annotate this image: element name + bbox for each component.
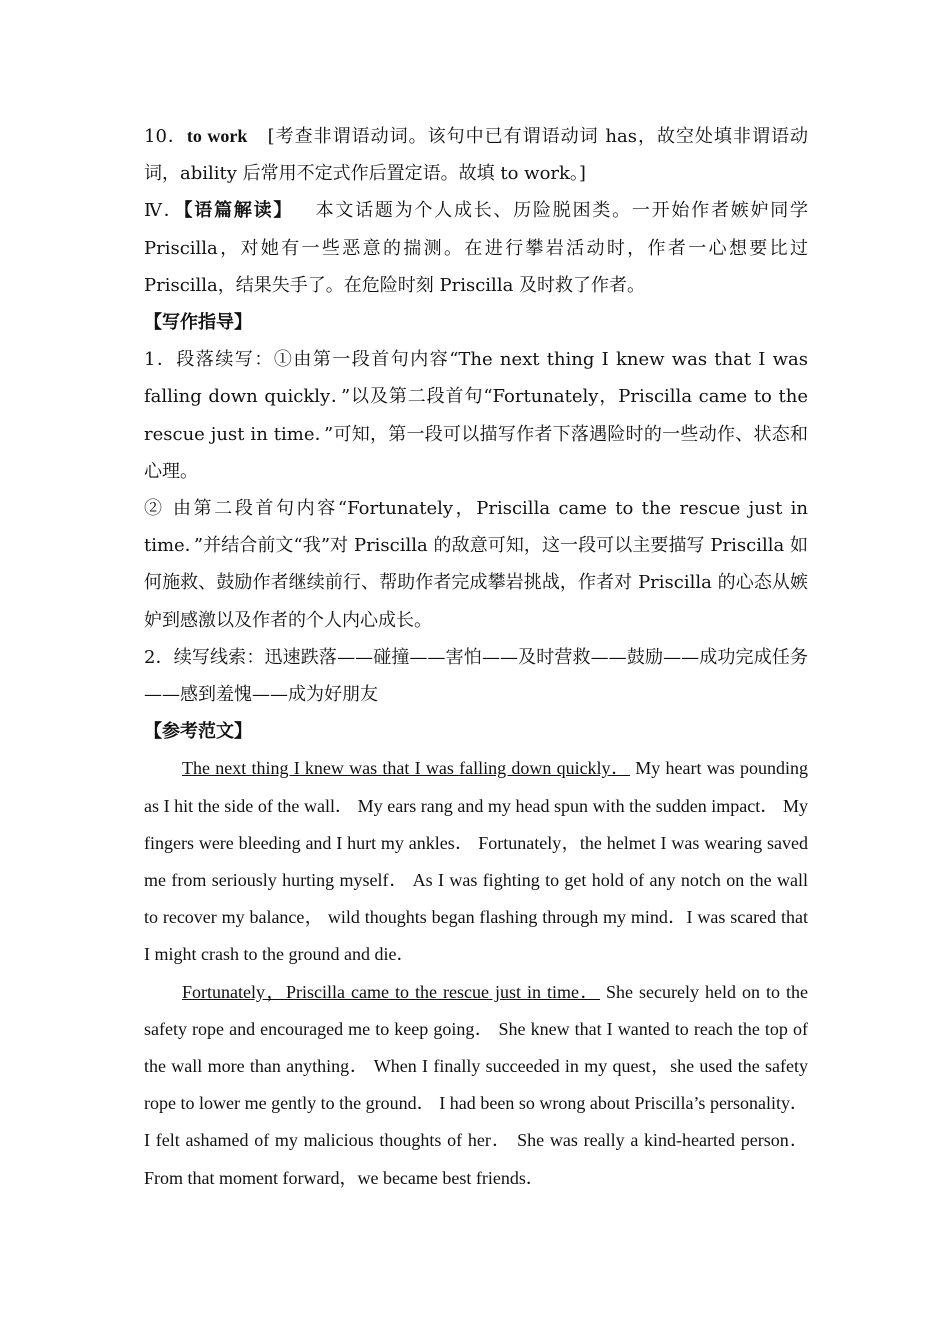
section-label: 【语篇解读】 xyxy=(183,200,294,222)
model-essay-heading: 【参考范文】 xyxy=(144,721,252,743)
writing-guide-heading: 【写作指导】 xyxy=(144,312,252,334)
writing-guide-item-1b: ② 由第二段首句内容“Fortunately，Priscilla came to the rescue just in time．”并结合前文“我”对 Priscilla 的敌意可知，这一段可以主要描写 Priscilla 如何施救、鼓励作者继续前行、帮助作者完成攀岩挑战，作者对 Priscilla 的心态从嫉妒到感激以及作者的个人内心成长。 xyxy=(144,498,808,631)
essay-paragraph-1 xyxy=(144,750,808,973)
section-4-reading xyxy=(144,192,808,304)
section-numeral: Ⅳ． xyxy=(144,200,184,222)
essay-p1-lead-sentence: The next thing I knew was that I was falling down quickly． xyxy=(182,758,631,779)
essay-p2-body: She securely held on to the safety rope and encouraged me to keep going． She knew that I wanted to reach the top of the wall more than anything． When I finally succeeded in my quest，she used the safety rope to lower me gently to the ground． I had been so wrong about Priscilla’s personality． I felt ashamed of my malicious thoughts of her． She was really a kind-hearted person．From that moment forward，we became best friends． xyxy=(144,981,809,1188)
answer-number: 10． xyxy=(144,126,187,147)
essay-p1-body: My heart was pounding as I hit the side of the wall． My ears rang and my head spun with the sudden impact． My fingers were bleeding and I hurt my ankles． Fortunately，the helmet I was wearing saved me from seriously hurting myself． As I was fighting to get hold of any notch on the wall to recover my balance， wild thoughts began flashing through my mind．I was scared that I might crash to the ground and die． xyxy=(144,758,808,965)
essay-p2-lead-sentence: Fortunately，Priscilla came to the rescue just in time． xyxy=(182,981,600,1002)
answer-text: to work xyxy=(186,126,248,146)
writing-guide-item-1: 1．段落续写：①由第一段首句内容“The next thing I knew was that I was falling down quickly．”以及第二段首句“Fortunately，Priscilla came to the rescue just in time．”可知，第一段可以描写作者下落遇险时的一些动作、状态和心理。 xyxy=(144,349,808,482)
essay-paragraph-2 xyxy=(144,974,808,1197)
writing-guide-item-2: 2．续写线索：迅速跌落——碰撞——害怕——及时营救——鼓励——成功完成任务——感到羞愧——成为好朋友 xyxy=(144,646,808,706)
answer-10 xyxy=(144,118,808,192)
document-page xyxy=(144,118,808,1197)
answer-explanation: [考查非谓语动词。该句中已有谓语动词 has，故空处填非谓语动词，ability 后常用不定式作后置定语。故填 to work。] xyxy=(144,126,809,185)
section-text: 本文话题为个人成长、历险脱困类。一开始作者嫉妒同学 Priscilla，对她有一些恶意的揣测。在进行攀岩活动时，作者一心想要比过 Priscilla，结果失手了。在危险时刻 Priscilla 及时救了作者。 xyxy=(144,200,809,296)
